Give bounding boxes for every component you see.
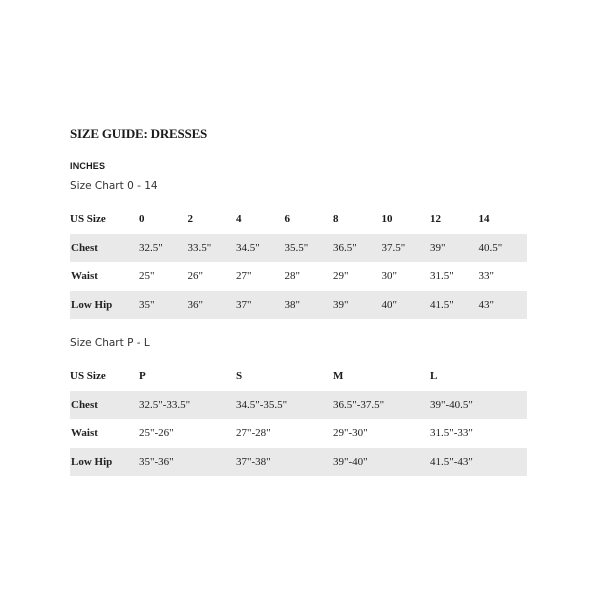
table-cell: 36.5"-37.5" [333, 391, 430, 420]
table-cell: 39"-40" [333, 448, 430, 477]
table-cell: 26" [187, 270, 203, 283]
size-chart-p-l-table [70, 362, 527, 476]
units-label: INCHES [70, 161, 106, 171]
table-cell: 25"-26" [139, 427, 174, 440]
table-cell: 38" [285, 291, 334, 320]
size-header: P [139, 370, 146, 383]
table-cell: 37" [236, 291, 285, 320]
table-row-chest [70, 234, 527, 263]
row-label: Chest [70, 234, 139, 263]
table-cell: 41.5" [430, 291, 479, 320]
table-row-chest [70, 391, 527, 420]
table-cell: 27" [236, 270, 252, 283]
table-row-low-hip [70, 291, 527, 320]
table-cell: 35" [139, 291, 188, 320]
table-cell: 34.5" [236, 234, 285, 263]
table-cell: 32.5"-33.5" [139, 391, 236, 420]
table-cell: 37.5" [382, 234, 431, 263]
table-cell: 40.5" [479, 234, 528, 263]
size-header: 4 [236, 213, 242, 226]
page-title: SIZE GUIDE: DRESSES [70, 126, 208, 141]
size-header: L [430, 370, 438, 383]
table-cell: 35.5" [285, 234, 334, 263]
table-row-low-hip [70, 448, 527, 477]
table-cell: 37"-38" [236, 448, 333, 477]
size-header: 0 [139, 213, 145, 226]
table-cell: 39" [430, 234, 479, 263]
table-cell: 33" [478, 270, 494, 283]
size-header: 6 [284, 213, 290, 226]
size-chart-0-14-caption: Size Chart 0 - 14 [70, 180, 158, 192]
table-cell: 35"-36" [139, 448, 236, 477]
size-header: 14 [478, 213, 490, 226]
table-cell: 30" [381, 270, 397, 283]
row-label: Waist [71, 270, 98, 283]
header-label: US Size [70, 370, 106, 383]
size-chart-p-l-caption: Size Chart P - L [70, 337, 150, 349]
table-cell: 39"-40.5" [430, 391, 527, 420]
table-cell: 39" [333, 291, 382, 320]
row-label: Low Hip [70, 291, 139, 320]
table-cell: 27"-28" [236, 427, 271, 440]
table-header-row [70, 205, 527, 234]
size-header: 10 [381, 213, 393, 226]
size-header: M [333, 370, 344, 383]
size-header: 8 [333, 213, 339, 226]
table-cell: 34.5"-35.5" [236, 391, 333, 420]
table-cell: 25" [139, 270, 155, 283]
table-row-waist [70, 419, 527, 448]
table-cell: 28" [284, 270, 300, 283]
row-label: Chest [70, 391, 139, 420]
header-label: US Size [70, 213, 106, 226]
table-header-row [70, 362, 527, 391]
table-cell: 31.5"-33" [430, 427, 473, 440]
table-cell: 41.5"-43" [430, 448, 527, 477]
table-row-waist [70, 262, 527, 291]
row-label: Waist [71, 427, 98, 440]
table-cell: 40" [382, 291, 431, 320]
size-header: 12 [430, 213, 441, 226]
table-cell: 32.5" [139, 234, 188, 263]
row-label: Low Hip [70, 448, 139, 477]
table-cell: 36.5" [333, 234, 382, 263]
size-header: 2 [187, 213, 193, 226]
size-chart-0-14-table [70, 205, 527, 319]
size-header: S [236, 370, 243, 383]
table-cell: 29"-30" [333, 427, 368, 440]
table-cell: 29" [333, 270, 349, 283]
table-cell: 36" [188, 291, 237, 320]
table-cell: 31.5" [430, 270, 454, 283]
table-cell: 43" [479, 291, 528, 320]
table-cell: 33.5" [188, 234, 237, 263]
